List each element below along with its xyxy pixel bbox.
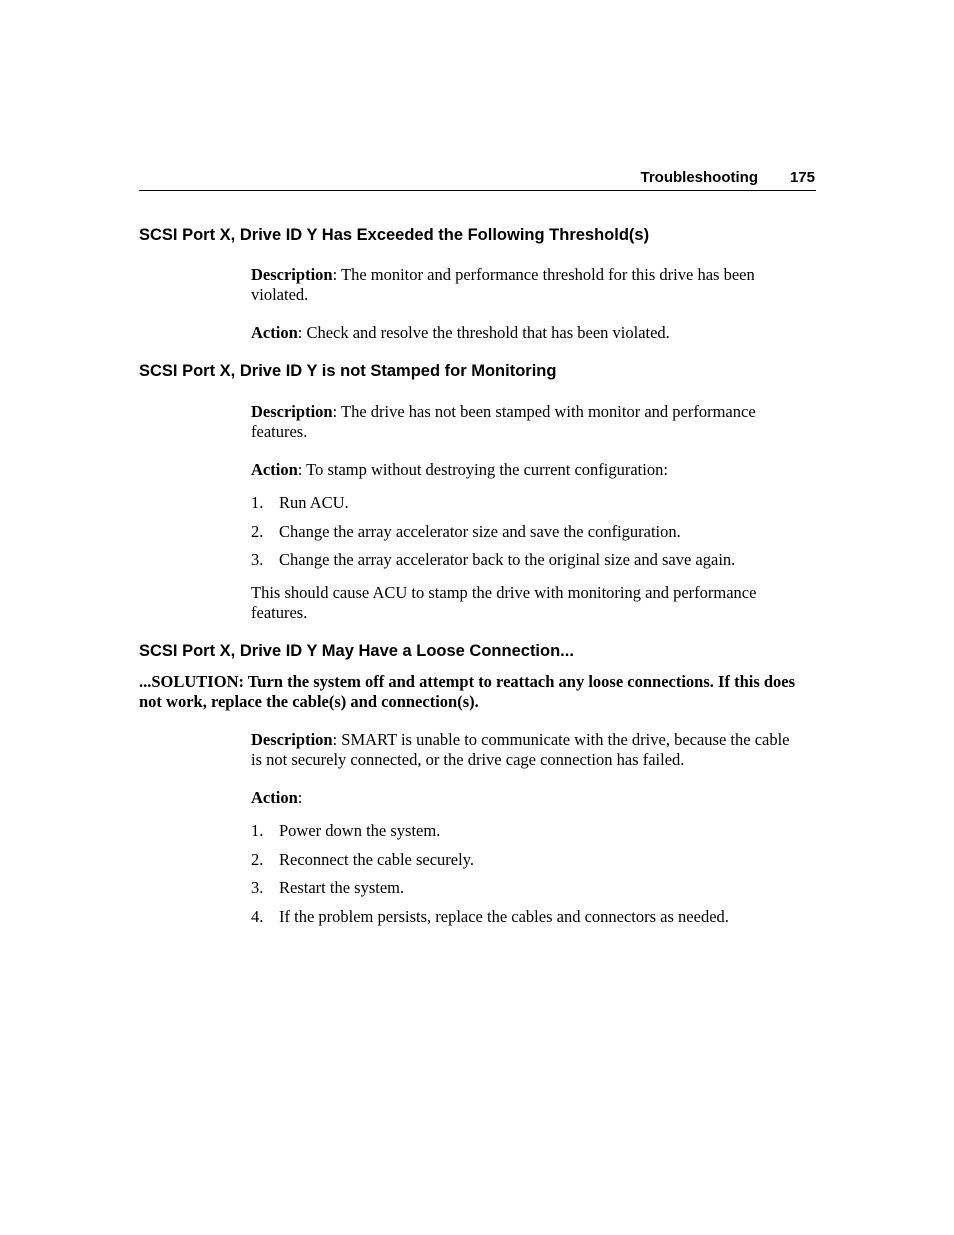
description-paragraph <box>251 402 796 441</box>
list-item-text: Reconnect the cable securely. <box>279 849 474 869</box>
list-item-number: 2. <box>251 849 264 869</box>
list-item-text: Restart the system. <box>279 878 405 897</box>
list-item-number: 3. <box>251 550 264 569</box>
steps-list <box>251 493 796 579</box>
list-item <box>251 850 796 879</box>
list-item-number: 1. <box>251 493 264 512</box>
list-item-number: 4. <box>251 906 264 926</box>
note-paragraph: This should cause ACU to stamp the drive with monitoring and performance features. <box>251 583 757 622</box>
description-label: Description <box>251 402 333 421</box>
steps-list <box>251 821 796 935</box>
action-paragraph <box>251 788 796 808</box>
page-header <box>139 168 816 191</box>
header-page-number: 175 <box>789 169 815 186</box>
list-item-text: Run ACU. <box>279 493 349 512</box>
description-label: Description <box>251 265 333 284</box>
list-item-text: If the problem persists, replace the cables and connectors as needed. <box>279 906 729 926</box>
section-heading-threshold: SCSI Port X, Drive ID Y Has Exceeded the Following Threshold(s) <box>139 226 650 244</box>
action-label: Action <box>251 323 298 342</box>
list-item <box>251 878 796 907</box>
section-heading-not-stamped: SCSI Port X, Drive ID Y is not Stamped for Monitoring <box>139 362 557 380</box>
action-label: Action <box>251 788 298 807</box>
list-item <box>251 522 796 551</box>
solution-paragraph: ...SOLUTION: Turn the system off and attempt to reattach any loose connections. If this does not work, replace the cable(s) and connection(s). <box>139 672 796 711</box>
list-item-text: Change the array accelerator back to the original size and save again. <box>279 550 736 569</box>
action-label: Action <box>251 460 298 479</box>
description-text: : The monitor and performance threshold for this drive has been violated. <box>251 265 755 304</box>
description-text: : The drive has not been stamped with monitor and performance features. <box>251 402 756 441</box>
list-item-number: 3. <box>251 878 264 897</box>
list-item-text: Change the array accelerator size and save the configuration. <box>279 521 681 541</box>
section-heading-loose-connection: SCSI Port X, Drive ID Y May Have a Loose Connection... <box>139 642 574 660</box>
description-paragraph <box>251 265 796 304</box>
list-item-number: 1. <box>251 821 264 840</box>
description-text: : SMART is unable to communicate with the drive, because the cable is not securely connected, or the drive cage connection has failed. <box>251 730 790 769</box>
list-item <box>251 550 796 579</box>
list-item <box>251 821 796 850</box>
action-text: : <box>297 788 303 807</box>
header-section-title: Troubleshooting <box>640 169 758 186</box>
list-item <box>251 907 796 936</box>
action-paragraph <box>251 460 796 480</box>
description-paragraph <box>251 730 796 769</box>
list-item-text: Power down the system. <box>279 821 441 840</box>
action-text: : Check and resolve the threshold that has been violated. <box>297 323 670 342</box>
action-paragraph <box>251 323 796 343</box>
action-text: : To stamp without destroying the current configuration: <box>297 460 668 479</box>
list-item-number: 2. <box>251 521 264 541</box>
description-label: Description <box>251 730 333 749</box>
list-item <box>251 493 796 522</box>
